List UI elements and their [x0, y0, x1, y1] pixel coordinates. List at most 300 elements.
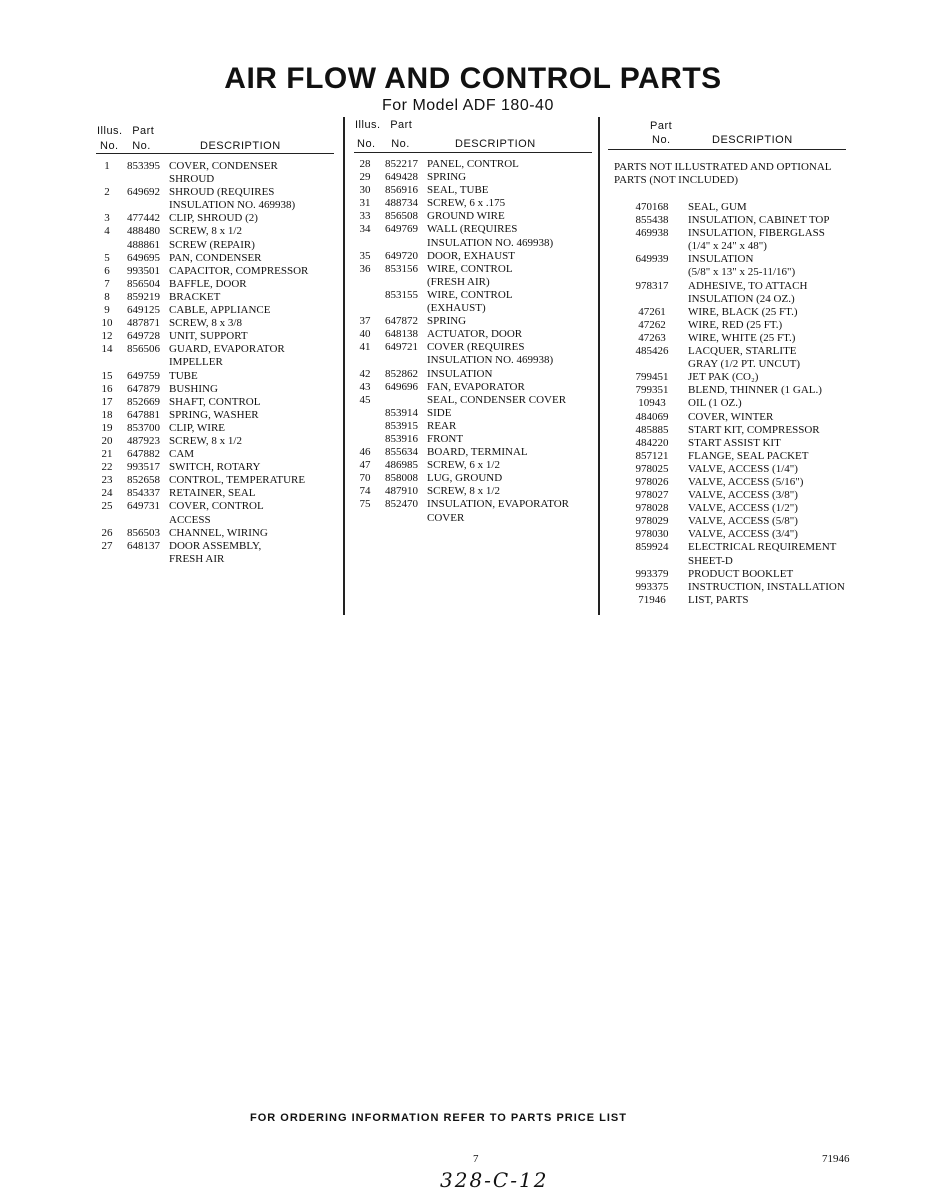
part-description: BAFFLE, DOOR — [169, 277, 247, 290]
part-no: 858008 — [385, 472, 418, 485]
part-row — [96, 304, 336, 317]
part-row — [96, 487, 336, 500]
part-description: REAR — [427, 419, 457, 432]
part-no — [376, 302, 427, 315]
part-row — [354, 315, 594, 328]
part-no: 647879 — [127, 382, 160, 395]
part-description: CABLE, APPLIANCE — [169, 304, 271, 317]
part-row — [96, 448, 336, 461]
part-row — [354, 276, 594, 289]
part-no: 978028 — [635, 502, 669, 515]
part-description: SHROUD — [169, 173, 215, 186]
illus-no: 33 — [359, 210, 371, 223]
part-no: 649769 — [385, 223, 418, 236]
document-number: 71946 — [822, 1153, 850, 1165]
part-row — [354, 302, 594, 315]
part-no: 71946 — [638, 593, 666, 606]
part-row — [616, 568, 866, 581]
part-row — [354, 407, 594, 420]
part-no — [376, 394, 427, 407]
illus-no: 35 — [359, 249, 371, 262]
illus-no: 9 — [104, 304, 110, 317]
part-description: FAN, EVAPORATOR — [427, 380, 525, 393]
part-description: (FRESH AIR) — [427, 275, 490, 288]
part-no: 853700 — [127, 421, 160, 434]
part-no: 853395 — [127, 160, 160, 172]
part-description: WALL (REQUIRES — [427, 223, 518, 236]
part-row — [354, 197, 594, 210]
part-row — [616, 541, 866, 554]
part-no: 852217 — [385, 158, 418, 170]
part-description: COVER — [427, 511, 465, 524]
part-no: 469938 — [635, 227, 669, 240]
part-description: SWITCH, ROTARY — [169, 461, 261, 474]
part-description: ACCESS — [169, 513, 211, 526]
illus-no: 22 — [101, 461, 113, 474]
part-row — [616, 528, 866, 541]
illus-no: 75 — [359, 498, 371, 511]
part-no: 853914 — [385, 406, 418, 419]
part-no — [376, 354, 427, 367]
part-row — [616, 424, 866, 437]
part-row — [616, 411, 866, 424]
part-description: VALVE, ACCESS (3/8") — [688, 489, 798, 502]
illus-no — [96, 173, 118, 186]
part-row — [616, 240, 866, 253]
model-subtitle: For Model ADF 180-40 — [382, 97, 554, 114]
illus-no — [354, 354, 376, 367]
part-row — [96, 370, 336, 383]
part-no: 47261 — [638, 305, 666, 318]
part-no: 993517 — [127, 461, 160, 474]
part-no: 859219 — [127, 290, 160, 303]
part-no — [376, 512, 427, 525]
handwritten-note: 328-C-12 — [440, 1168, 549, 1192]
part-description: INSULATION — [688, 253, 754, 266]
part-description: IMPELLER — [169, 356, 223, 369]
illus-no: 37 — [359, 315, 371, 328]
part-description: ELECTRICAL REQUIREMENT — [688, 541, 837, 554]
illus-no: 8 — [104, 290, 110, 303]
part-no — [616, 555, 688, 568]
part-description: SEAL, TUBE — [427, 184, 489, 197]
part-no: 856504 — [127, 277, 160, 290]
part-row — [354, 250, 594, 263]
divider-1 — [343, 117, 345, 615]
part-row — [96, 265, 336, 278]
col3-part-no: No. — [652, 134, 671, 146]
illus-no — [354, 420, 376, 433]
part-no: 852862 — [385, 367, 418, 380]
part-description: INSULATION, EVAPORATOR — [427, 498, 569, 511]
part-description: INSULATION (24 OZ.) — [688, 292, 795, 305]
part-row — [354, 381, 594, 394]
part-row — [96, 500, 336, 513]
part-row — [354, 223, 594, 236]
part-no: 853156 — [385, 262, 418, 275]
part-row — [96, 356, 336, 369]
col3-part-label: Part — [650, 120, 673, 132]
part-row — [354, 485, 594, 498]
illus-no: 31 — [359, 197, 371, 210]
part-row — [616, 397, 866, 410]
illus-no: 12 — [101, 330, 113, 343]
part-description: GRAY (1/2 PT. UNCUT) — [688, 358, 801, 371]
part-row — [96, 343, 336, 356]
part-row — [96, 330, 336, 343]
part-description: SCREW (REPAIR) — [169, 238, 255, 251]
part-description: INSULATION NO. 469938) — [427, 236, 554, 249]
part-description: CAM — [169, 448, 195, 461]
part-description: DOOR, EXHAUST — [427, 249, 515, 262]
illus-no — [96, 356, 118, 369]
part-description: BUSHING — [169, 382, 218, 395]
part-description: CLIP, SHROUD (2) — [169, 212, 258, 225]
part-no: 487910 — [385, 485, 418, 498]
part-no: 993375 — [635, 580, 669, 593]
part-no: 993379 — [635, 567, 669, 580]
illus-no: 46 — [359, 446, 371, 459]
part-description: CHANNEL, WIRING — [169, 526, 268, 539]
illus-no: 4 — [104, 225, 110, 238]
part-no: 47263 — [638, 331, 666, 344]
part-description: SPRING — [427, 315, 467, 328]
part-description: FRESH AIR — [169, 552, 225, 565]
illus-no: 34 — [359, 223, 371, 236]
part-row — [96, 239, 336, 252]
illus-no: 19 — [101, 421, 113, 434]
illus-no: 45 — [359, 393, 371, 406]
part-no: 649721 — [385, 341, 418, 354]
part-description: BOARD, TERMINAL — [427, 446, 528, 459]
part-row — [96, 199, 336, 212]
part-row — [96, 225, 336, 238]
part-no: 485426 — [635, 345, 669, 358]
part-description: FRONT — [427, 432, 464, 445]
part-row — [354, 472, 594, 485]
part-row — [96, 383, 336, 396]
part-no — [118, 553, 169, 566]
part-no: 852669 — [127, 395, 160, 408]
part-no — [616, 240, 688, 253]
part-no: 649692 — [127, 186, 160, 199]
part-description: INSULATION, FIBERGLASS — [688, 227, 825, 240]
part-no: 649720 — [385, 249, 418, 262]
part-description: SCREW, 8 x 3/8 — [169, 317, 242, 330]
part-description: PANEL, CONTROL — [427, 158, 519, 170]
col2-part-no: No. — [391, 138, 410, 150]
illus-no — [96, 199, 118, 212]
part-row — [616, 280, 866, 293]
illus-no — [354, 512, 376, 525]
parts-list-3 — [616, 201, 866, 607]
col1-header — [97, 124, 154, 138]
part-description: UNIT, SUPPORT — [169, 330, 248, 343]
part-row — [616, 253, 866, 266]
part-description: OIL (1 OZ.) — [688, 397, 742, 410]
part-row — [616, 345, 866, 358]
part-row — [616, 201, 866, 214]
part-description: RETAINER, SEAL — [169, 487, 256, 500]
part-no: 859924 — [635, 541, 669, 554]
part-row — [96, 435, 336, 448]
part-no: 799351 — [635, 384, 669, 397]
part-description: CAPACITOR, COMPRESSOR — [169, 264, 309, 277]
illus-no: 24 — [101, 487, 113, 500]
part-description: JET PAK (CO₂) — [688, 371, 759, 384]
part-row — [96, 186, 336, 199]
part-description: WIRE, RED (25 FT.) — [688, 318, 783, 331]
part-no: 856506 — [127, 343, 160, 356]
illus-no — [354, 276, 376, 289]
part-description: VALVE, ACCESS (1/4") — [688, 462, 798, 475]
part-no — [118, 356, 169, 369]
part-no: 978030 — [635, 528, 669, 541]
part-row — [354, 512, 594, 525]
part-description: (1/4" x 24" x 48") — [688, 240, 767, 253]
part-no: 853155 — [385, 288, 418, 301]
part-no: 855438 — [635, 214, 669, 227]
part-row — [616, 502, 866, 515]
part-no: 649728 — [127, 330, 160, 343]
part-no: 485885 — [635, 423, 669, 436]
col2-desc-header: DESCRIPTION — [455, 138, 536, 150]
part-no: 487923 — [127, 434, 160, 447]
illus-no: 27 — [101, 539, 113, 552]
optional-parts-note: PARTS NOT ILLUSTRATED AND OPTIONAL PARTS (NOT INCLUDED) — [614, 161, 832, 187]
part-no — [376, 237, 427, 250]
part-description: INSULATION NO. 469938) — [169, 199, 296, 212]
col1-part-no: No. — [132, 140, 151, 152]
part-no: 854337 — [127, 487, 160, 500]
illus-no: 42 — [359, 367, 371, 380]
part-no: 488734 — [385, 197, 418, 210]
part-row — [96, 527, 336, 540]
part-description: SCREW, 8 x 1/2 — [427, 485, 500, 498]
part-description: LACQUER, STARLITE — [688, 345, 797, 358]
part-row — [96, 422, 336, 435]
part-row — [354, 289, 594, 302]
part-no: 856508 — [385, 210, 418, 223]
part-no: 857121 — [635, 449, 669, 462]
ordering-note: FOR ORDERING INFORMATION REFER TO PARTS PRICE LIST — [250, 1112, 627, 1124]
part-no: 649695 — [127, 251, 160, 264]
illus-no: 70 — [359, 472, 371, 485]
col2-illus-label: Illus. — [355, 119, 381, 131]
part-description: ACTUATOR, DOOR — [427, 328, 523, 341]
illus-no: 17 — [101, 395, 113, 408]
part-description: INSULATION — [427, 367, 493, 380]
part-description: INSULATION, CABINET TOP — [688, 214, 830, 227]
part-no — [616, 293, 688, 306]
part-no: 484220 — [635, 436, 669, 449]
illus-no: 7 — [104, 277, 110, 290]
illus-no: 1 — [104, 160, 110, 172]
part-row — [96, 553, 336, 566]
part-description: DOOR ASSEMBLY, — [169, 539, 262, 552]
part-row — [354, 394, 594, 407]
part-no: 855634 — [385, 446, 418, 459]
illus-no — [354, 433, 376, 446]
part-description: SHEET-D — [688, 554, 733, 567]
part-row — [616, 476, 866, 489]
part-row — [354, 459, 594, 472]
illus-no: 6 — [104, 264, 110, 277]
part-no: 799451 — [635, 371, 669, 384]
part-row — [96, 514, 336, 527]
part-description: WIRE, BLACK (25 FT.) — [688, 305, 798, 318]
col2-header-rule — [354, 152, 592, 153]
part-no — [118, 514, 169, 527]
part-row — [616, 214, 866, 227]
part-no: 470168 — [635, 201, 669, 213]
part-no: 487871 — [127, 317, 160, 330]
part-no: 647881 — [127, 408, 160, 421]
part-row — [96, 396, 336, 409]
illus-no — [96, 239, 118, 252]
part-description: TUBE — [169, 369, 198, 382]
part-no — [118, 199, 169, 212]
illus-no — [354, 237, 376, 250]
part-description: START KIT, COMPRESSOR — [688, 423, 820, 436]
part-no: 978317 — [635, 279, 669, 292]
part-description: VALVE, ACCESS (5/16") — [688, 475, 804, 488]
part-row — [354, 171, 594, 184]
part-row — [354, 354, 594, 367]
part-row — [96, 409, 336, 422]
part-description: CONTROL, TEMPERATURE — [169, 474, 306, 487]
part-description: (EXHAUST) — [427, 302, 486, 315]
part-no: 10943 — [638, 397, 666, 410]
part-description: BRACKET — [169, 290, 221, 303]
part-no: 649428 — [385, 171, 418, 184]
part-description: COVER, CONTROL — [169, 500, 264, 513]
illus-no: 41 — [359, 341, 371, 354]
part-row — [96, 317, 336, 330]
part-description: SIDE — [427, 406, 452, 419]
part-description: CLIP, WIRE — [169, 421, 226, 434]
part-description: GUARD, EVAPORATOR — [169, 343, 285, 356]
part-no: 648137 — [127, 539, 160, 552]
part-row — [616, 450, 866, 463]
part-row — [96, 461, 336, 474]
part-row — [96, 540, 336, 553]
illus-no — [96, 514, 118, 527]
part-row — [354, 341, 594, 354]
col2-illus-no: No. — [357, 138, 376, 150]
part-no: 648138 — [385, 328, 418, 341]
part-description: SHROUD (REQUIRES — [169, 186, 275, 199]
part-no: 993501 — [127, 264, 160, 277]
part-no — [616, 266, 688, 279]
part-row — [354, 158, 594, 171]
part-row — [354, 237, 594, 250]
col1-illus-no: No. — [100, 140, 119, 152]
part-no: 856503 — [127, 526, 160, 539]
col1-part-label: Part — [132, 125, 155, 137]
part-description: INSTRUCTION, INSTALLATION — [688, 580, 845, 593]
part-row — [354, 446, 594, 459]
part-row — [616, 515, 866, 528]
part-description: COVER, CONDENSER — [169, 160, 278, 172]
part-row — [616, 555, 866, 568]
part-description: WIRE, WHITE (25 FT.) — [688, 331, 796, 344]
part-description: SPRING, WASHER — [169, 408, 259, 421]
illus-no: 15 — [101, 369, 113, 382]
part-no — [118, 173, 169, 186]
part-no: 978025 — [635, 462, 669, 475]
illus-no: 26 — [101, 526, 113, 539]
illus-no: 36 — [359, 262, 371, 275]
part-no: 649731 — [127, 500, 160, 513]
part-no: 978029 — [635, 515, 669, 528]
part-row — [616, 384, 866, 397]
part-row — [616, 371, 866, 384]
part-description: FLANGE, SEAL PACKET — [688, 449, 809, 462]
illus-no: 20 — [101, 434, 113, 447]
part-no: 852658 — [127, 474, 160, 487]
part-row — [616, 319, 866, 332]
col3-header-rule — [608, 149, 846, 150]
part-row — [96, 252, 336, 265]
page-title: AIR FLOW AND CONTROL PARTS — [224, 62, 722, 95]
part-description: PAN, CONDENSER — [169, 251, 262, 264]
part-description: START ASSIST KIT — [688, 436, 781, 449]
col1-desc-header: DESCRIPTION — [200, 140, 281, 152]
illus-no: 2 — [104, 186, 110, 199]
illus-no: 3 — [104, 212, 110, 225]
part-description: WIRE, CONTROL — [427, 288, 513, 301]
illus-no — [354, 302, 376, 315]
part-row — [354, 328, 594, 341]
part-description: SHAFT, CONTROL — [169, 395, 261, 408]
part-row — [616, 463, 866, 476]
part-row — [354, 368, 594, 381]
illus-no — [354, 289, 376, 302]
part-row — [96, 474, 336, 487]
part-description: COVER (REQUIRES — [427, 341, 525, 354]
col2-header — [355, 118, 412, 132]
part-row — [96, 278, 336, 291]
illus-no: 23 — [101, 474, 113, 487]
part-description: VALVE, ACCESS (3/4") — [688, 528, 798, 541]
part-no — [376, 276, 427, 289]
parts-list-2 — [354, 158, 594, 525]
part-description: SCREW, 6 x 1/2 — [427, 459, 500, 472]
part-no: 47262 — [638, 318, 666, 331]
part-row — [616, 293, 866, 306]
part-row — [616, 306, 866, 319]
part-no: 649939 — [635, 253, 669, 266]
part-row — [616, 266, 866, 279]
part-description: VALVE, ACCESS (1/2") — [688, 502, 798, 515]
part-no: 649125 — [127, 304, 160, 317]
part-row — [616, 437, 866, 450]
part-no: 978026 — [635, 475, 669, 488]
part-description: COVER, WINTER — [688, 410, 774, 423]
part-no: 488861 — [127, 238, 160, 251]
illus-no: 16 — [101, 382, 113, 395]
divider-2 — [598, 117, 600, 615]
part-row — [354, 420, 594, 433]
part-no: 649696 — [385, 380, 418, 393]
illus-no: 30 — [359, 184, 371, 197]
part-no — [616, 358, 688, 371]
part-description: PRODUCT BOOKLET — [688, 567, 794, 580]
part-no: 486985 — [385, 459, 418, 472]
part-row — [354, 498, 594, 511]
illus-no: 28 — [359, 158, 371, 170]
